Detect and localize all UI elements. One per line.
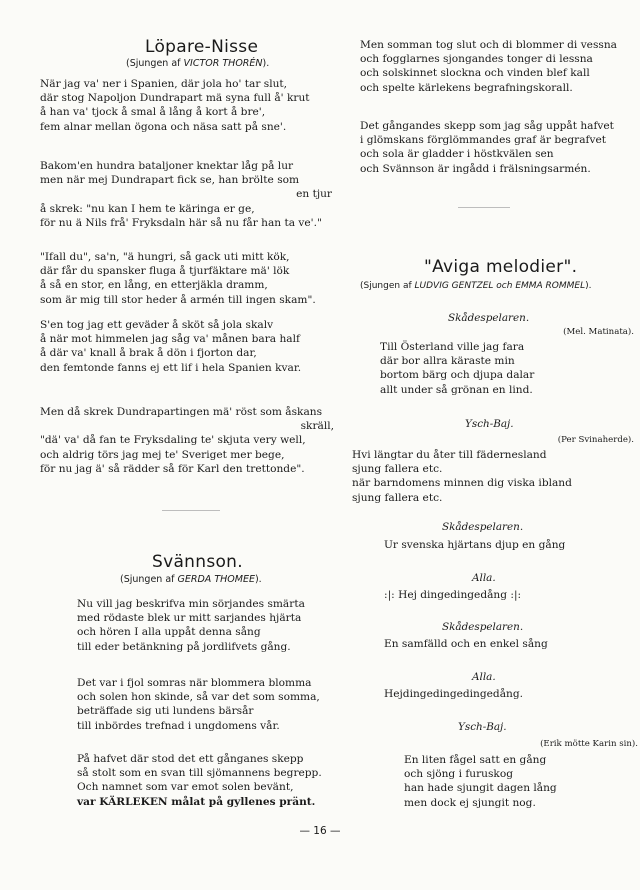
verse-line: Det gångandes skepp som jag såg uppåt hafvet	[360, 120, 614, 132]
verse-line: allt under så grönan en lind.	[380, 383, 533, 396]
melody-note: (Per Svinaherde).	[557, 435, 634, 445]
credit-suffix: ).	[262, 58, 270, 69]
stanza	[384, 637, 630, 651]
stanza	[360, 38, 630, 95]
verse-line: Nu vill jag beskrifva min sörjandes smärta	[77, 598, 305, 610]
credit-suffix: ).	[254, 574, 262, 585]
verse-line: han hade sjungit dagen lång	[404, 782, 557, 795]
role-label: Skådespelaren.	[442, 621, 524, 633]
verse-line: å när mot himmelen jag såg va' månen bara half	[40, 333, 300, 346]
stanza	[40, 77, 340, 134]
verse-line: beträffade sig uti lundens bärsår	[77, 705, 254, 718]
credit-singer: VICTOR THORÉN	[183, 58, 263, 69]
verse-line: där stog Napoljon Dundrapart mä syna full å' krut	[40, 92, 310, 105]
verse-line: När jag va' ner i Spanien, där jola ho' tar slut,	[40, 78, 288, 90]
verse-line: och hören I alla uppåt denna sång	[77, 626, 261, 639]
stanza	[384, 687, 630, 701]
verse-line: sjung fallera etc.	[352, 491, 443, 504]
credit-prefix: (Sjungen af	[360, 281, 415, 291]
song-credit-svannson	[120, 574, 262, 585]
song-credit-aviga-melodier	[360, 281, 592, 291]
verse-line: och sola är gladder i höstkvälen sen	[360, 148, 554, 161]
verse-line: På hafvet där stod det ett gånganes skepp	[77, 753, 304, 765]
verse-line: en tjur	[296, 188, 332, 201]
verse-line: och Svännson är ingådd i frälsningsarmén.	[360, 162, 591, 175]
song-title-svannson: Svännson.	[152, 552, 243, 572]
stanza	[352, 448, 622, 505]
verse-line: En liten fågel satt en gång	[404, 754, 547, 766]
verse-line: där får du spansker fluga å tjurfäktare mä' lök	[40, 265, 290, 278]
credit-prefix: (Sjungen af	[120, 574, 178, 585]
role-label: Skådespelaren.	[448, 312, 530, 324]
melody-note: (Mel. Matinata).	[563, 327, 634, 337]
verse-line: å han va' tjock å smal å lång å kort å bre',	[40, 106, 266, 119]
verse-line: Och namnet som var emot solen bevänt,	[77, 781, 294, 794]
stanza	[360, 119, 630, 176]
stanza	[40, 405, 338, 476]
verse-line: den femtonde fanns ej ett lif i hela Spanien kvar.	[40, 361, 302, 374]
verse-line: skräll,	[300, 420, 334, 433]
stanza	[40, 250, 340, 307]
verse-line: Men somman tog slut och di blommer di vessna	[360, 39, 617, 51]
verse-line: som är mig till stor heder å armén till ingen skam".	[40, 293, 316, 306]
song-credit-lopare-nisse	[126, 58, 269, 69]
stanza	[380, 340, 630, 397]
song-title-lopare-nisse: Löpare-Nisse	[145, 37, 259, 57]
verse-line: S'en tog jag ett geväder å sköt så jola skalv	[40, 319, 274, 331]
role-label: Ysch-Baj.	[465, 418, 514, 430]
stanza	[40, 318, 340, 375]
verse-line: :|: Hej dingedingedång :|:	[384, 589, 522, 601]
verse-line: där bor allra käraste min	[380, 355, 515, 368]
melody-note: (Erik mötte Karin sin).	[540, 739, 638, 749]
verse-line: Hejdingedingedingedång.	[384, 688, 523, 700]
verse-line: Till Österland ville jag fara	[380, 341, 525, 353]
stanza	[77, 676, 340, 733]
section-divider	[162, 510, 220, 511]
verse-line: men dock ej sjungit nog.	[404, 796, 536, 809]
verse-line: å där va' knall å brak å dön i fjorton dar,	[40, 347, 257, 360]
verse-line: Men då skrek Dundrapartingen mä' röst som åskans	[40, 406, 323, 418]
verse-line: och spelte kärlekens begrafningskorall.	[360, 81, 573, 94]
verse-line: sjung fallera etc.	[352, 463, 443, 476]
verse-line: till inbördes trefnad i ungdomens vår.	[77, 719, 280, 732]
stanza	[77, 597, 340, 654]
verse-line: så stolt som en svan till sjömannens begrepp.	[77, 767, 322, 780]
verse-line: Bakom'en hundra bataljoner knektar låg på lur	[40, 160, 294, 172]
verse-line: men när mej Dundrapart fick se, han brölte som	[40, 174, 300, 187]
verse-line: och solen hon skinde, så var det som somma,	[77, 691, 320, 704]
verse-line: å så en stor, en lång, en etterjäkla dramm,	[40, 279, 268, 292]
verse-line: till eder betänkning på jordlifvets gång.	[77, 640, 291, 653]
verse-line: i glömskans förglömmandes graf är begrafvet	[360, 134, 606, 147]
stanza	[77, 752, 340, 809]
verse-line: och fogglarnes sjongandes tonger di lessna	[360, 53, 593, 66]
verse-line: "Ifall du", sa'n, "ä hungri, så gack uti mitt kök,	[40, 251, 290, 263]
page-number: — 16 —	[299, 825, 341, 837]
verse-line: fem alnar mellan ögona och näsa satt på sne'.	[40, 120, 287, 133]
verse-line: och sjöng i furuskog	[404, 768, 513, 781]
role-label: Ysch-Baj.	[458, 721, 507, 733]
verse-line: för nu ä Nils frå' Fryksdaln här så nu får han ta ve'."	[40, 216, 322, 229]
verse-line: "dä' va' då fan te Fryksdaling te' skjuta very well,	[40, 434, 306, 447]
credit-singer: GERDA THOMEE	[177, 574, 255, 585]
credit-prefix: (Sjungen af	[126, 58, 184, 69]
verse-line: bortom bärg och djupa dalar	[380, 369, 535, 382]
stanza	[384, 588, 630, 602]
verse-line: å skrek: "nu kan I hem te käringa er ge,	[40, 202, 255, 215]
stanza	[384, 538, 630, 552]
song-title-aviga-melodier: "Aviga melodier".	[424, 257, 578, 277]
role-label: Alla.	[472, 572, 496, 584]
role-label: Alla.	[472, 671, 496, 683]
role-label: Skådespelaren.	[442, 521, 524, 533]
section-divider	[458, 207, 510, 208]
credit-singers: LUDVIG GENTZEL och EMMA ROMMEL	[414, 281, 586, 291]
verse-line: när barndomens minnen dig viska ibland	[352, 477, 572, 490]
verse-line: för nu jag ä' så rädder så för Karl den trettonde".	[40, 462, 305, 475]
stanza	[40, 159, 336, 230]
verse-line: En samfälld och en enkel sång	[384, 638, 548, 650]
stanza	[404, 753, 630, 810]
verse-line: och aldrig törs jag mej te' Sveriget mer bege,	[40, 448, 285, 461]
verse-line: var KÄRLEKEN målat på gyllenes pränt.	[77, 795, 316, 808]
verse-line: Ur svenska hjärtans djup en gång	[384, 539, 566, 551]
credit-suffix: ).	[585, 281, 592, 291]
verse-line: och solskinnet slockna och vinden blef kall	[360, 67, 590, 80]
verse-line: med rödaste blek ur mitt sarjandes hjärta	[77, 612, 302, 625]
verse-line: Hvi längtar du åter till fädernesland	[352, 449, 547, 461]
verse-line: Det var i fjol somras när blommera blomma	[77, 677, 312, 689]
